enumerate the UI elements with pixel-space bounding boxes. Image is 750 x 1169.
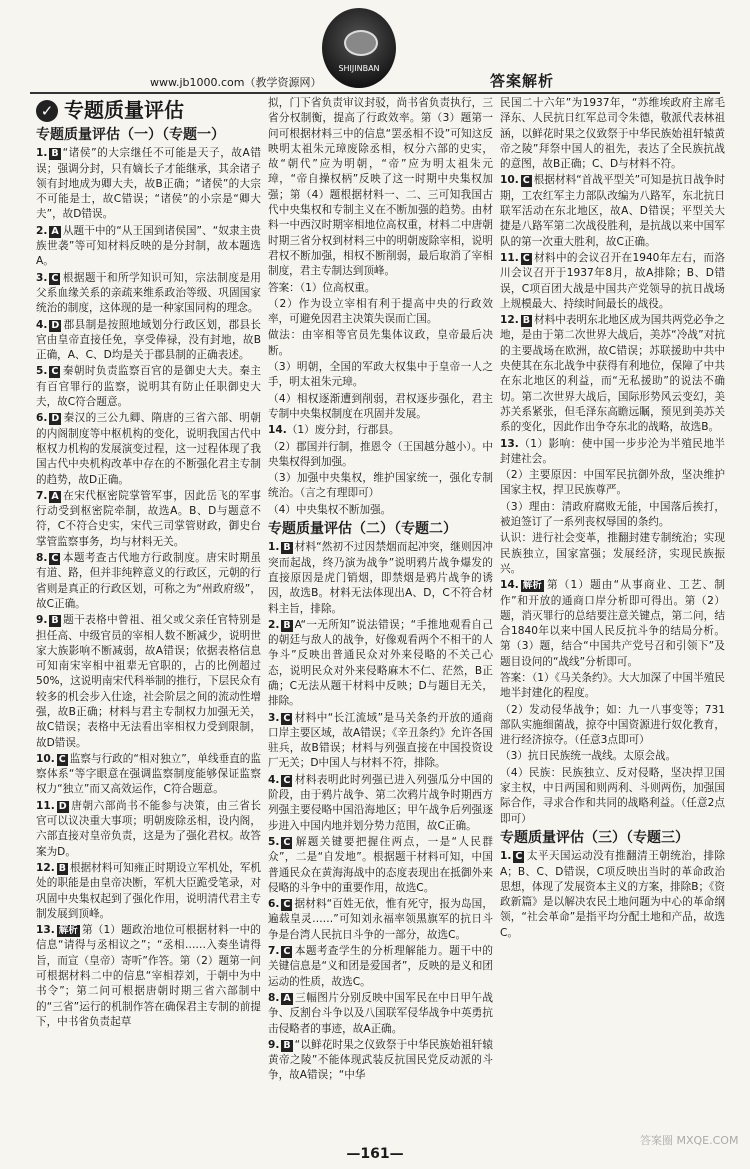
answer-item (500, 468, 725, 499)
section-title: 专题质量评估（二）（专题二） (268, 521, 457, 538)
answer-text: （3）抗日民族统一战线。太原会战。 (500, 750, 677, 763)
answer-text: 在宋代枢密院掌管军事，因此岳飞的军事行动受到枢密院牵制，故选A。B、D与题意不符，C不符合史实，宋代三司掌管财政，御史台掌管监察事务，均与材料无关。 (36, 489, 261, 548)
answer-item (268, 503, 493, 518)
question-number: 13. (500, 437, 519, 450)
answer-badge: B (51, 615, 59, 627)
section-title: 专题质量评估（三）（专题三） (500, 829, 689, 846)
answer-item (268, 711, 493, 772)
page-number: —161— (346, 1146, 404, 1162)
answer-badge: D (58, 800, 67, 812)
answer-badge: C (283, 836, 291, 848)
site-url: www.jb1000.com（教学资源网） (150, 76, 322, 89)
answer-text: 材料中表明东北地区成为国共两党必争之地，是由于第二次世界大战后，美苏“冷战”对抗的主要战场在欧洲，故C错误；苏联援助中共中央使其在东北战争中获得有利地位，保障了中共在东北地区的利益，而“无私援助”的说法不确切。第二次世界大战后，国际形势风云变幻，美苏关系紧张，但毛泽东高瞻远瞩，预见到美苏关系的变化，因此作出争夺东北的战略，故选B。 (500, 314, 725, 434)
answer-text: “以鲜花时果之仪致祭于中华民族始祖轩辕黄帝之陵”不能体现武装反抗国民党反动派的斗争，故A错误；“中华 (268, 1038, 493, 1082)
answer-text: 认识：进行社会变革，推翻封建专制统治；实现民族独立，国家富强；发展经济，实现民族振兴。 (500, 532, 725, 575)
answer-text: 做法：由宰相等官员先集体议政，皇帝最后决断。 (268, 329, 493, 357)
answer-item (500, 173, 725, 249)
column-middle (268, 96, 493, 1146)
question-number: 4. (36, 318, 48, 331)
answer-item (268, 540, 493, 616)
answer-text: 据材料“百姓无依，惟有死守，报为岛国，遍载皇灵……”可知刘永福率领黑旗军的抗日斗争是台湾人民抗日斗争的一部分，故选C。 (268, 898, 493, 941)
answer-badge: B (283, 542, 291, 554)
answer-badge: C (51, 366, 59, 378)
answer-text: 太平天国运动没有推翻清王朝统治，排除A；B、C、D错误，C项反映出当时的革命政治思想，体现了发展资本主义的方案，排除B；《资政新篇》是以解决农民土地问题为中心的革命纲领，“社会革命”是指平均分配土地和产品，故选C。 (500, 850, 725, 939)
column-right (500, 96, 725, 1146)
answer-item (500, 251, 725, 312)
answer-item (36, 146, 261, 222)
page-header (0, 0, 750, 90)
answer-item (268, 297, 493, 328)
answer-section-title: 答案解析 (490, 72, 555, 90)
answer-text: “诸侯”的大宗继任不可能是天子，故A错误；强调分封，只有嫡长子才能继承，其余诸子领有封地成为卿大夫，故B正确；“诸侯”的大宗不可能是士，故C错误；“诸侯”的小宗是“卿大夫”，故D错误。 (36, 147, 261, 221)
answer-text: （3）理由：清政府腐败无能，中国落后挨打，被迫签订了一系列丧权辱国的条约。 (500, 500, 725, 529)
question-number: 7. (268, 945, 280, 958)
answer-item (36, 923, 261, 1030)
answer-text: 郡县制是按照地域划分行政区划，郡县长官由皇帝直接任免，享受俸禄，没有封地，故B正确，A、C、D均是关于郡县制的正确表述。 (36, 318, 261, 362)
answer-item (500, 500, 725, 531)
question-number: 14. (500, 579, 519, 592)
answer-text: 本题考查学生的分析理解能力。题干中的关键信息是“义和团是爱国者”，反映的是义和团运动的性质，故选C。 (268, 945, 493, 988)
question-number: 2. (36, 224, 48, 237)
answer-item (500, 766, 725, 827)
answer-badge: C (522, 252, 530, 264)
answer-item (36, 271, 261, 317)
question-number: 12. (500, 314, 519, 327)
logo-text: SHIJINBAN (338, 64, 380, 73)
answer-text: 民国二十六年”为1937年，“苏维埃政府主席毛泽东、人民抗日红军总司令朱德，敬派代表林祖涵，以鲜花时果之仪致祭于中华民族始祖轩辕黄帝之陵”拜祭中国人的祖先，表达了全民族抗战的意图，故B正确；C、D与材料不符。 (500, 97, 725, 171)
answer-item (36, 799, 261, 860)
answer-text: 材料中“长江流域”是马关条约开放的通商口岸主要区域，故A错误；《辛丑条约》允许各国驻兵，故B错误；材料与列强直接在中国投资设厂无关；D中国人与材料不符，排除。 (268, 711, 493, 770)
answer-text: （3）明朝，全国的军政大权集中于皇帝一人之手，明太祖朱元璋。 (268, 361, 493, 389)
answer-badge: C (522, 175, 530, 187)
answer-text: 材料表明此时列强已进入列强瓜分中国的阶段，由于鸦片战争、第二次鸦片战争时期西方列强主要侵略中国沿海地区；甲午战争后列强逐步进入中国内地并划分势力范围，故C正确。 (268, 773, 493, 832)
answer-item (36, 551, 261, 612)
answer-text: 根据材料“首战平型关”可知是抗日战争时期，工农红军主力部队改编为八路军，东北抗日联军活动在东北地区，故A、D错误；平型关大捷是八路军第二次战役胜利，是抗战以来中国军队的第一次重大胜利，故C正确。 (500, 174, 725, 248)
answer-text: 解题关键要把握住两点，一是“人民群众”，二是“自发地”。根据题干材料可知，中国普通民众在黄海海战中的态度表现出在抵御外来侵略的斗争中的重要作用，故选C。 (268, 835, 493, 894)
answer-text: 秦汉的三公九卿、隋唐的三省六部、明朝的内阁制度等中枢机构的变化，说明我国古代中枢权力机构的发展演变过程，这一过程体现了我国古代中央机构改革中存在的不断强化君主专制的趋势，故D正确。 (36, 412, 261, 486)
question-number: 9. (36, 614, 48, 627)
answer-item (36, 318, 261, 364)
answer-text: 从题干中的“从王国到诸侯国”、“奴隶主贵族世袭”等可知材料反映的是分封制，故本题选A。 (36, 224, 261, 268)
answer-badge: A (283, 992, 291, 1004)
answer-item (36, 861, 261, 922)
answer-badge: B (283, 1039, 291, 1051)
question-number: 1. (500, 850, 512, 863)
answer-item (500, 703, 725, 749)
question-number: 4. (268, 773, 280, 786)
answer-badge: A (51, 490, 59, 502)
answer-item (500, 96, 725, 172)
answer-text: （2）作为设立宰相有利于提高中央的行政效率，可避免因君主决策失误而亡国。 (268, 297, 493, 326)
answer-line (268, 281, 493, 296)
answer-badge: C (51, 272, 59, 284)
question-number: 6. (36, 412, 48, 425)
answer-text: （2）郡国并行制，推恩令（王国越分越小）。中央集权得到加强。 (268, 440, 493, 468)
question-number: 10. (500, 174, 519, 187)
publisher-logo (322, 8, 396, 88)
answer-item (36, 613, 261, 751)
answer-item (36, 224, 261, 270)
answer-item (36, 364, 261, 410)
check-icon: ✓ (36, 100, 58, 122)
question-number: 9. (268, 1038, 280, 1051)
watermark: 答案圈 MXQE.COM (640, 1134, 739, 1147)
topic-banner-text: 专题质量评估 (64, 98, 184, 123)
answer-item (268, 773, 493, 834)
answer-text: 监察与行政的“相对独立”，单线垂直的监察体系“等字眼意在强调监察制度能够保证监察权力“独立”而又高效运作，C符合题意。 (36, 752, 261, 796)
answer-item (268, 440, 493, 471)
answer-item (268, 1038, 493, 1084)
answer-text: （2）主要原因：中国军民抗御外敌，坚决维护国家主权，捍卫民族尊严。 (500, 469, 725, 497)
header-divider (30, 92, 720, 94)
answer-badge: C (283, 774, 291, 786)
answer-text: A“一无所知”说法错误；“手推地观看自己的朝廷与敌人的战争，好像观看两个不相干的人争斗”反映出普通民众对外来侵略的不关己心态，说明民众对外来侵略麻木不仁、茫然，B正确；C无法从题干材料中反映；D与题目无关，排除。 (268, 618, 493, 708)
column-left (36, 96, 261, 1146)
question-number: 13. (36, 924, 55, 937)
answer-text: （1）影响：使中国一步步沦为半殖民地半封建社会。 (500, 437, 725, 465)
answer-item (268, 423, 493, 438)
column-middle-content (268, 96, 493, 1084)
question-number: 3. (36, 271, 48, 284)
question-number: 8. (268, 991, 280, 1004)
answer-badge: 解析 (58, 925, 78, 937)
answer-item (500, 749, 725, 764)
question-number: 12. (36, 861, 55, 874)
answer-badge: 解析 (522, 580, 542, 592)
answer-text: 三幅图片分别反映中国军民在中日甲午战争、反割台斗争以及八国联军侵华战争中英勇抗击侵略者的事迹，故A正确。 (268, 991, 493, 1035)
question-number: 5. (36, 365, 48, 378)
question-number: 1. (36, 147, 48, 160)
answer-item (268, 392, 493, 423)
answer-item (36, 489, 261, 550)
answer-text: 秦朝时负责监察百官的是御史大夫。秦主有百官罪行的监察，说明其有防止任职御史大夫，故C符合题意。 (36, 365, 261, 409)
answer-badge: C (283, 946, 291, 958)
answer-badge: C (58, 753, 66, 765)
answer-text: 第（1）题政治地位可根据材料一中的信息“请得与丞相议之”；“丞相……入奏坐请得旨，而宣（皇帝）寄听”作答。第（2）题第一问可根据材料二中的信息“宰相荐刘，于朝中为中书令”；第二问可根据唐朝时期三省六部制中的“三省”运行的机制作答在确保君主专制的前提下，中书省负责起草 (36, 924, 261, 1028)
question-number: 8. (36, 552, 48, 565)
answer-badge: B (522, 315, 531, 327)
answer-item (36, 752, 261, 798)
answer-item (268, 328, 493, 359)
answer-badge: B (51, 148, 59, 160)
answer-text: 本题考查古代地方行政制度。唐宋时期虽有道、路，但并非纯粹意义的行政区，元朝的行省则是真正的行政区划，可称之为“州政府级”，故C正确。 (36, 552, 261, 610)
answer-item (268, 96, 493, 280)
answer-text: （1）废分封，行郡县。 (286, 424, 400, 437)
answer-text: 材料“然初不过因禁烟而起冲突，继则因冲突而起战，终乃演为战争”说明鸦片战争爆发的直接原因是虎门销烟，即禁烟是鸦片战争的诱因，故选B。材料无法体现出A、D，C不符合材料主旨，排除。 (268, 541, 493, 615)
answer-badge: B (58, 862, 67, 874)
answer-columns (36, 96, 726, 1146)
answer-item (500, 313, 725, 435)
answer-badge: B (283, 619, 291, 631)
answer-text: （3）加强中央集权，维护国家统一，强化专制统治。（言之有理即可） (268, 472, 493, 500)
answer-item (36, 411, 261, 487)
answer-text: 拟，门下省负责审议封驳，尚书省负责执行，三省分权制衡，提高了行政效率。第（3）题第一问可根据材料三中的信息“罢丞相不设”可知这反映明太祖朱元璋废除丞相，权分六部的史实，故“朝代”应为明朝，“帝”应为明太祖朱元璋，“帝自操权柄”反映了这一时期中央集权加强；第（4）题根据材料一、二、三可知我国古代中央集权和专制主义在不断加强的趋势。由材料一中西汉时期宰相地位高权重，材料二中唐朝时期三省分权到材料三中的明朝废除宰相，说明君权不断加强，相权不断削弱，最后取消了宰相制度，君主专制达到顶峰。 (268, 97, 493, 278)
answer-badge: C (283, 899, 291, 911)
question-number: 5. (268, 835, 280, 848)
answer-badge: D (51, 413, 60, 425)
question-number: 14. (268, 424, 287, 437)
answer-item (268, 944, 493, 990)
answer-badge: A (51, 225, 59, 237)
answer-text: 唐朝六部尚书不能参与决策，由三省长官可以议决重大事项；明朝废除丞相，设内阁，六部直接对皇帝负责，这是为了强化君权。故答案为D。 (36, 799, 261, 858)
answer-item (500, 578, 725, 670)
answer-item (268, 360, 493, 391)
answer-text: （4）民族：民族独立、反对侵略，坚决捍卫国家主权，中日两国和则两利、斗则两伤，加强国际合作，寻求合作和共同的战略利益。（任意2点即可） (500, 766, 725, 825)
answer-item (500, 437, 725, 468)
answer-text: 第（1）题由“从事商业、工艺、制作”和开放的通商口岸分析即可得出。第（2）题，消灭罪行的总结要注意关键点，第二问，结合1840年以来中国人民反抗斗争的结局分析。第（3）题，结合“中国共产党号召和引领下”及题目设问的“战线”分析即可。 (500, 579, 725, 668)
answer-item (268, 991, 493, 1037)
question-number: 11. (36, 799, 55, 812)
question-number: 3. (268, 711, 280, 724)
answer-item (500, 531, 725, 577)
answer-badge: C (515, 851, 523, 863)
question-number: 7. (36, 489, 48, 502)
answer-item (268, 471, 493, 502)
question-number: 6. (268, 898, 280, 911)
section-title: 专题质量评估（一）（专题一） (36, 127, 225, 143)
answer-badge: C (283, 712, 291, 724)
answer-text: （4）相权逐渐遭到削弱，君权逐步强化，君主专制中央集权制度在巩固并发展。 (268, 392, 493, 420)
topic-banner (36, 98, 261, 124)
eye-logo-icon (344, 30, 378, 56)
answer-text: 根据材料可知雍正时期设立军机处，军机处的职能是由皇帝决断，军机大臣跪受笔录，对巩固中央集权起到了强化作用，说明清代君主专制发展到顶峰。 (36, 861, 261, 920)
answer-text: 题干表格中曾祖、祖父或父亲任官特别是担任高、中级官员的宰相人数不断减少，说明世家大族影响不断减弱，故A错误；依据表格信息可知南宋宰相中祖辈无官职的，占的比例超过50%，这说明南宋代科举制的推行，下层民众有较多的机会步入仕途，社会阶层之间的流动性增强，故B正确；材料与君主专制权力加强无关，故C错误；表格中无法看出宰相权力受到限制，故D错误。 (36, 614, 261, 749)
answer-badge: D (51, 319, 60, 331)
answer-item (500, 849, 725, 941)
answer-item (268, 618, 493, 710)
column-left-content (36, 128, 261, 1030)
answer-line (500, 671, 725, 702)
answer-text: 答案：（1）位高权重。 (268, 281, 376, 294)
answer-item (268, 897, 493, 943)
answer-text: 答案：（1）《马关条约》。大大加深了中国半殖民地半封建化的程度。 (500, 671, 725, 700)
question-number: 10. (36, 752, 55, 765)
answer-text: 材料中的会议召开在1940年左右，而洛川会议召开于1937年8月，故A排除；B、D错误，C项百团大战是中国共产党领导的抗日战场上规模最大、持续时间最长的战役。 (500, 251, 725, 310)
answer-text: （2）发动侵华战争；如：九一八事变等；731部队实施细菌战，掠夺中国资源进行奴化教育，进行经济掠夺。（任意3点即可） (500, 703, 725, 747)
column-right-content (500, 96, 725, 941)
answer-text: 根据题干和所学知识可知，宗法制度是用父系血缘关系的亲疏来维系政治等级、巩固国家统治的制度，这体现的是一种家国同构的理念。 (36, 271, 261, 315)
answer-badge: C (51, 553, 59, 565)
question-number: 11. (500, 251, 519, 264)
answer-item (268, 835, 493, 896)
answer-text: （4）中央集权不断加强。 (268, 503, 392, 516)
question-number: 1. (268, 541, 280, 554)
question-number: 2. (268, 618, 280, 631)
